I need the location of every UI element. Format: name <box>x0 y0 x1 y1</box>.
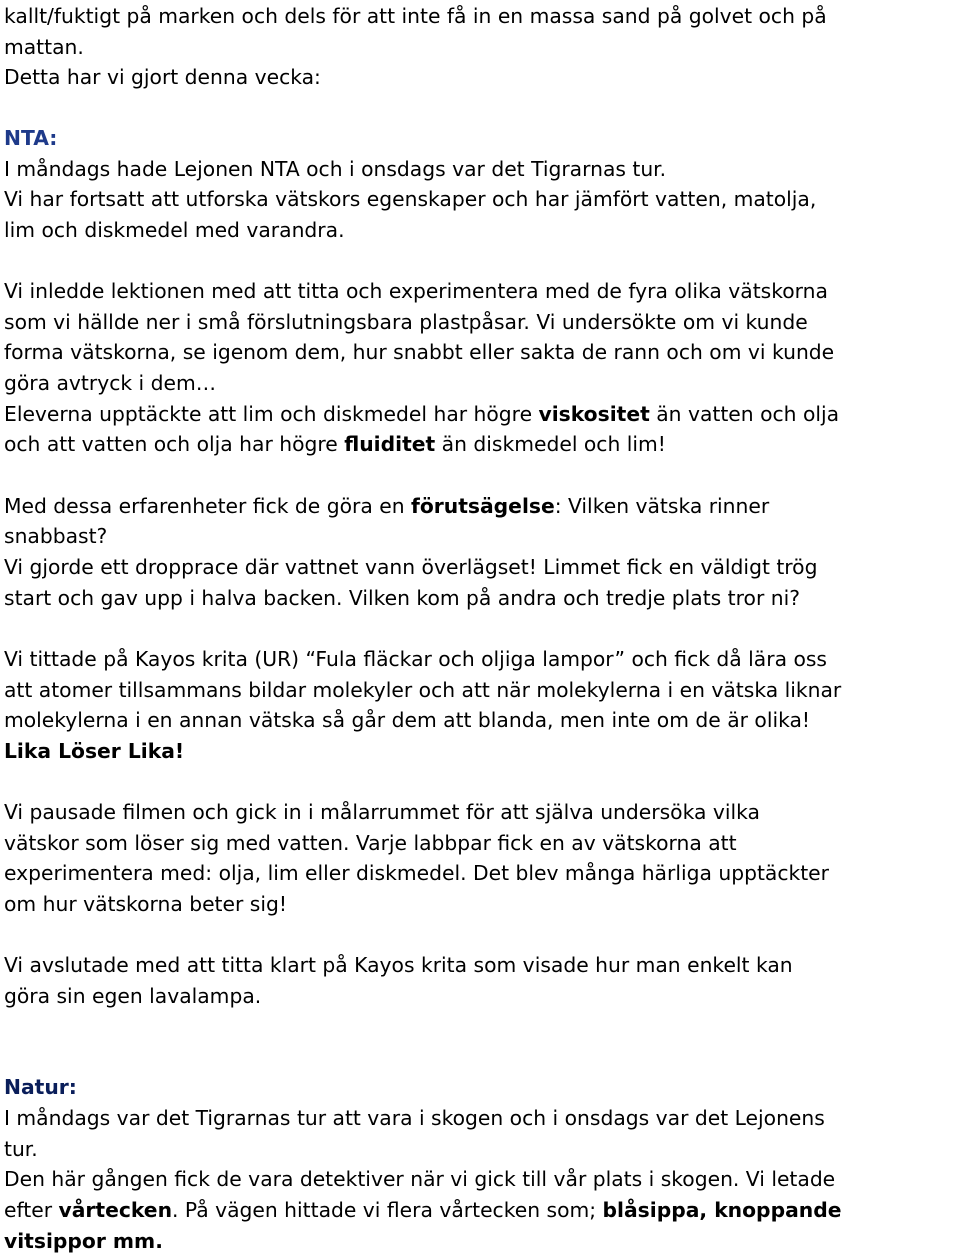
text-line: och att vatten och olja har högre fluiditet än diskmedel och lim! <box>4 432 666 456</box>
section-heading-natur: Natur: <box>4 1075 77 1099</box>
text-line: start och gav upp i halva backen. Vilken kom på andra och tredje plats tror ni? <box>4 586 800 610</box>
text-line: forma vätskorna, se igenom dem, hur snabbt eller sakta de rann och om vi kunde <box>4 340 835 364</box>
text-line: tur. <box>4 1137 38 1161</box>
text-line: Den här gången fick de vara detektiver när vi gick till vår plats i skogen. Vi letade <box>4 1167 836 1191</box>
text-line: att atomer tillsammans bildar molekyler och att när molekylerna i en vätska liknar <box>4 678 842 702</box>
text-line: Med dessa erfarenheter fick de göra en förutsägelse: Vilken vätska rinner <box>4 494 770 518</box>
text-line: molekylerna i en annan vätska så går dem att blanda, men inte om de är olika! <box>4 708 811 732</box>
text-line: Vi tittade på Kayos krita (UR) “Fula fläckar och oljiga lampor” och fick då lära oss <box>4 647 827 671</box>
text-line-bold: vitsippor mm. <box>4 1229 163 1253</box>
text-line: som vi hällde ner i små förslutningsbara plastpåsar. Vi undersökte om vi kunde <box>4 310 808 334</box>
text-line: efter vårtecken. På vägen hittade vi flera vårtecken som; blåsippa, knoppande <box>4 1198 842 1222</box>
text-line: Vi har fortsatt att utforska vätskors egenskaper och har jämfört vatten, matolja, <box>4 187 817 211</box>
text-line: I måndags hade Lejonen NTA och i onsdags var det Tigrarnas tur. <box>4 157 667 181</box>
text-line: Eleverna upptäckte att lim och diskmedel har högre viskositet än vatten och olja <box>4 402 840 426</box>
text-line: Vi inledde lektionen med att titta och experimentera med de fyra olika vätskorna <box>4 279 828 303</box>
emphasis-term: blåsippa, knoppande <box>602 1198 842 1222</box>
text-line: mattan. <box>4 35 84 59</box>
text-line: Vi gjorde ett dropprace där vattnet vann överlägset! Limmet fick en väldigt trög <box>4 555 818 579</box>
text-line: kallt/fuktigt på marken och dels för att inte få in en massa sand på golvet och på <box>4 4 827 28</box>
text-line: Detta har vi gjort denna vecka: <box>4 65 321 89</box>
emphasis-term: förutsägelse <box>411 494 555 518</box>
section-heading-nta: NTA: <box>4 126 58 150</box>
text-line: göra sin egen lavalampa. <box>4 984 262 1008</box>
text-line: lim och diskmedel med varandra. <box>4 218 345 242</box>
text-line: snabbast? <box>4 524 108 548</box>
text-line: vätskor som löser sig med vatten. Varje labbpar fick en av vätskorna att <box>4 831 737 855</box>
text-line: experimentera med: olja, lim eller diskmedel. Det blev många härliga upptäckter <box>4 861 829 885</box>
text-line: I måndags var det Tigrarnas tur att vara i skogen och i onsdags var det Lejonens <box>4 1106 825 1130</box>
text-line: göra avtryck i dem… <box>4 371 217 395</box>
emphasis-term: viskositet <box>538 402 650 426</box>
text-line: om hur vätskorna beter sig! <box>4 892 287 916</box>
text-line-bold: Lika Löser Lika! <box>4 739 185 763</box>
emphasis-term: fluiditet <box>344 432 436 456</box>
emphasis-term: vårtecken <box>58 1198 173 1222</box>
text-line: Vi avslutade med att titta klart på Kayos krita som visade hur man enkelt kan <box>4 953 793 977</box>
text-line: Vi pausade filmen och gick in i målarrummet för att själva undersöka vilka <box>4 800 760 824</box>
